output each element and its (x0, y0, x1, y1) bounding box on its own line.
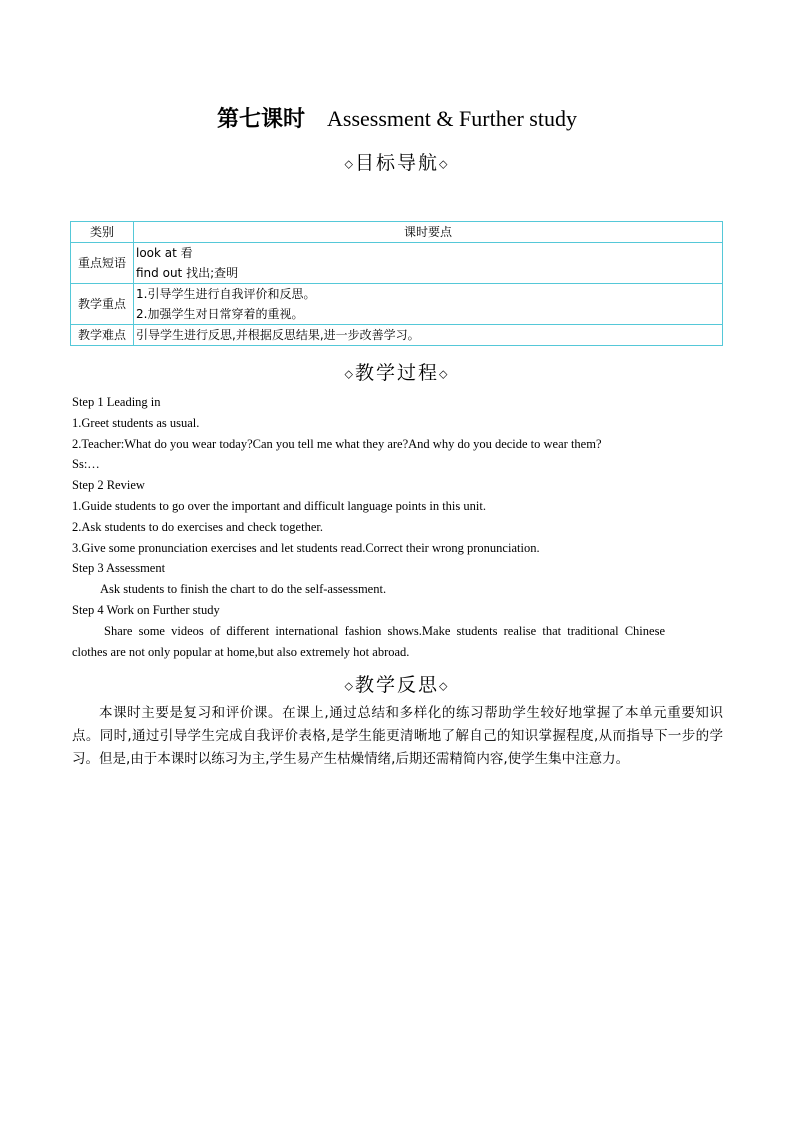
table-cell-line: 1.引导学生进行自我评价和反思。 (136, 287, 316, 301)
table-header-points: 课时要点 (134, 222, 723, 243)
table-cell-category: 教学难点 (71, 325, 134, 346)
section-heading-process (0, 358, 794, 385)
teaching-process (72, 392, 722, 662)
table-cell-category: 教学重点 (71, 284, 134, 325)
table-cell-line: 引导学生进行反思,并根据反思结果,进一步改善学习。 (136, 328, 420, 342)
diamond-icon: ◇ (439, 367, 450, 381)
step-title: Step 3 Assessment (72, 561, 166, 576)
table-cell-content (134, 325, 723, 346)
table-cell-content (134, 243, 723, 284)
section-heading-process-text: 教学过程 (354, 362, 439, 384)
step-title: Step 1 Leading in (72, 395, 161, 409)
diamond-icon: ◇ (439, 679, 450, 693)
table-cell-content (134, 284, 723, 325)
step-item: 1.Greet students as usual. (72, 415, 200, 430)
section-heading-reflection (0, 670, 794, 697)
step-item: 3.Give some pronunciation exercises and let students read.Correct their wrong pronunciation. (72, 540, 540, 555)
section-heading-reflection-text: 教学反思 (354, 674, 439, 696)
step-item: Share some videos of different international fashion shows.Make students realise that traditional Chinese (104, 623, 665, 638)
table-cell-line: find out 找出;查明 (136, 266, 239, 280)
step-item: Ask students to finish the chart to do the self-assessment. (100, 582, 387, 597)
step-title: Step 4 Work on Further study (72, 602, 220, 617)
goals-table (70, 221, 723, 346)
step-item: 2.Ask students to do exercises and check together. (72, 519, 323, 534)
lesson-title (0, 102, 794, 133)
table-row (71, 325, 723, 346)
reflection-paragraph: 本课时主要是复习和评价课。在课上,通过总结和多样化的练习帮助学生较好地掌握了本单元重要知识点。同时,通过引导学生完成自我评价表格,是学生能更清晰地了解自己的知识掌握程度,从而指导下一步的学习。但是,由于本课时以练习为主,学生易产生枯燥情绪,后期还需精简内容,使学生集中注意力。 (72, 705, 723, 767)
diamond-icon: ◇ (344, 367, 355, 381)
section-heading-goals-text: 目标导航 (354, 152, 439, 174)
step-item: clothes are not only popular at home,but also extremely hot abroad. (72, 644, 410, 659)
diamond-icon: ◇ (344, 679, 355, 693)
step-title: Step 2 Review (72, 478, 145, 493)
diamond-icon: ◇ (344, 157, 355, 171)
table-cell-category: 重点短语 (71, 243, 134, 284)
lesson-title-en: Assessment & Further study (327, 106, 577, 131)
lesson-title-cn: 第七课时 (217, 107, 306, 132)
step-item: 1.Guide students to go over the important and difficult language points in this unit. (72, 498, 486, 513)
table-cell-line: look at 看 (136, 246, 193, 260)
table-row (71, 284, 723, 325)
table-cell-line: 2.加强学生对日常穿着的重视。 (136, 307, 304, 321)
diamond-icon: ◇ (439, 157, 450, 171)
step-item: Ss:… (72, 457, 100, 472)
table-header-row (71, 222, 723, 243)
step-item: 2.Teacher:What do you wear today?Can you tell me what they are?And why do you decide to wear them? (72, 436, 602, 451)
table-row (71, 243, 723, 284)
table-header-category: 类别 (71, 222, 134, 243)
section-heading-goals (0, 148, 794, 175)
